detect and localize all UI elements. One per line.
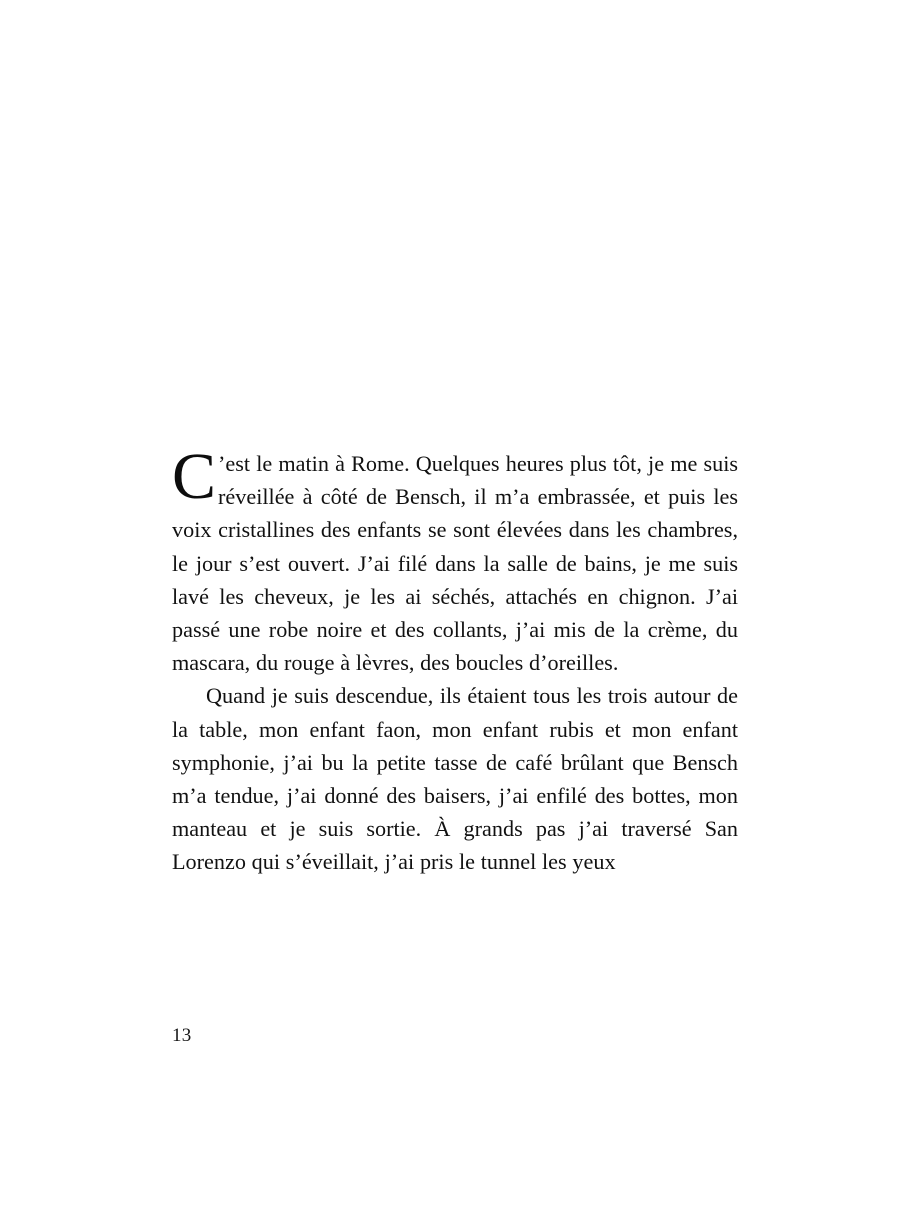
drop-cap-letter: C [172, 440, 217, 513]
paragraph-opening [172, 440, 738, 679]
page-number: 13 [172, 1025, 192, 1046]
paragraph-second: Quand je suis descendue, ils étaient tous les trois autour de la table, mon enfant faon, mon enfant rubis et mon enfant symphonie, j’ai bu la petite tasse de café brûlant que Bensch m’a tendue, j’ai donné des baisers, j’ai enfilé des bottes, mon manteau et je suis sortie. À grands pas j’ai traversé San Lorenzo qui s’éveillait, j’ai pris le tunnel les yeux [172, 683, 738, 875]
paragraph-opening-text: ’est le matin à Rome. Quelques heures plus tôt, je me suis réveillée à côté de Bensch, il m’a embrassée, et puis les voix cristallines des enfants se sont élevées dans les chambres, le jour s’est ouvert. J’ai filé dans la salle de bains, je me suis lavé les cheveux, je les ai séchés, attachés en chignon. J’ai passé une robe noire et des collants, j’ai mis de la crème, du mascara, du rouge à lèvres, des boucles d’oreilles. [172, 451, 738, 676]
body-text-block [172, 440, 738, 879]
